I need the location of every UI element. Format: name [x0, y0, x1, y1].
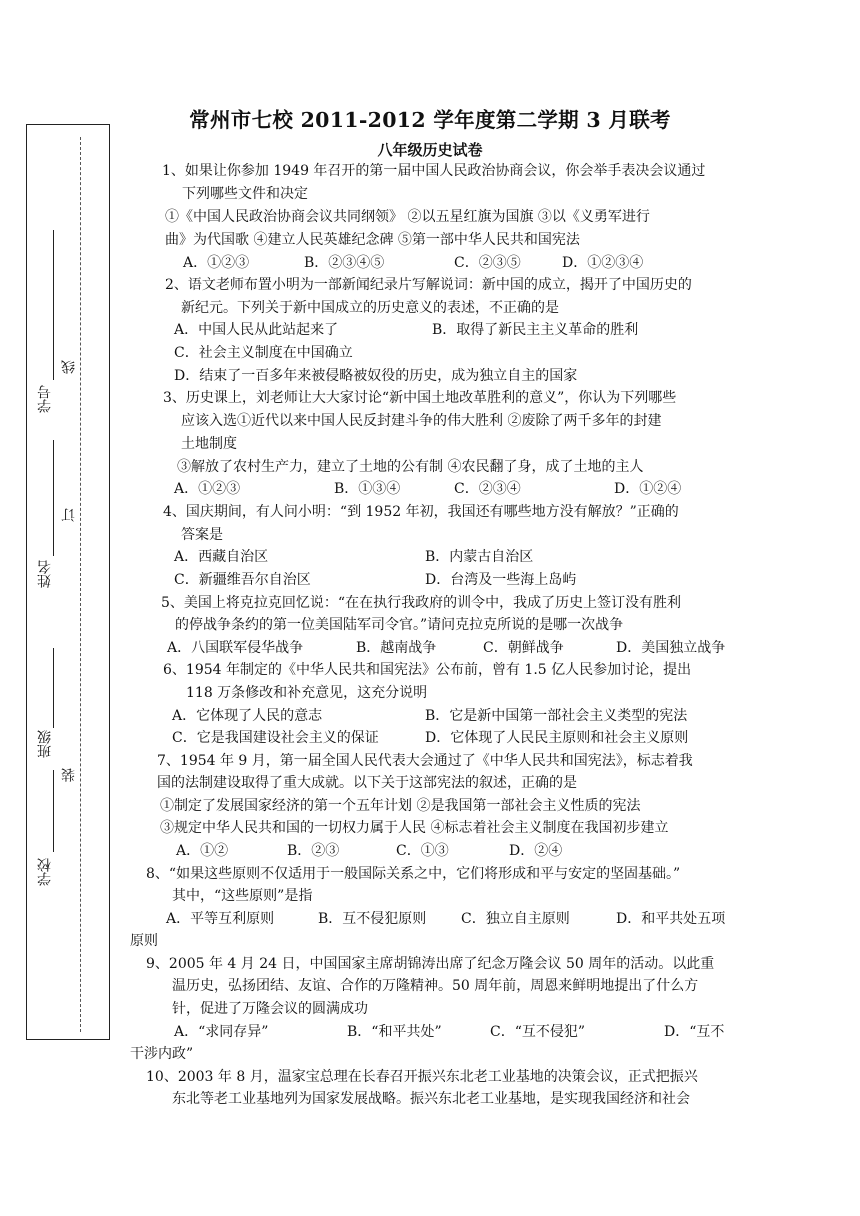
q6-line-2: 118 万条修改和补充意见，这充分说明: [186, 685, 428, 701]
q7-option-b: B．②③: [287, 843, 340, 859]
class-blank: [53, 648, 54, 728]
q9-line-3: 针，促进了万隆会议的圆满成功: [172, 1001, 368, 1017]
q3-line-1: 3、历史课上，刘老师让大大家讨论“新中国土地改革胜利的意义”，你认为下列哪些: [163, 390, 677, 406]
q6-line-1: 6、1954 年制定的《中华人民共和国宪法》公布前，曾有 1.5 亿人民参加讨论，提出: [163, 662, 692, 678]
q7-option-c: C．①③: [396, 843, 449, 859]
q1-option-a: A．①②③: [183, 255, 250, 271]
q4-option-d: D．台湾及一些海上岛屿: [425, 572, 577, 588]
binding-mark-zhuang: 装: [61, 768, 77, 782]
q3-line-3: 土地制度: [181, 436, 237, 452]
name-label: 姓名: [37, 560, 53, 588]
q5-line-1: 5、美国上将克拉克回忆说：“在在执行我政府的训令中，我成了历史上签订没有胜利: [161, 595, 682, 611]
q4-option-a: A．西藏自治区: [174, 549, 269, 565]
q4-line-2: 答案是: [181, 527, 223, 543]
q4-line-1: 4、国庆期间，有人问小明：“到 1952 年初，我国还有哪些地方没有解放？”正确的: [163, 504, 679, 520]
q1-option-b: B．②③④⑤: [304, 255, 385, 271]
name-blank: [53, 440, 54, 556]
exam-title: 常州市七校 2011-2012 学年度第二学期 3 月联考: [189, 108, 671, 132]
q9-option-d: D．“互不: [664, 1024, 725, 1040]
school-blank: [53, 770, 54, 852]
q1-line-3: ①《中国人民政治协商会议共同纲领》 ②以五星红旗为国旗 ③以《义勇军进行: [165, 209, 650, 225]
student-id-label: 学号: [37, 385, 53, 413]
student-id-blank: [53, 230, 54, 380]
q5-option-b: B．越南战争: [356, 640, 437, 656]
q8-option-d: D．和平共处五项: [616, 911, 726, 927]
q8-option-c: C．独立自主原则: [461, 911, 570, 927]
q1-line-1: 1、如果让你参加 1949 年召开的第一届中国人民政治协商会议，你会举手表决会议通过: [162, 163, 706, 179]
q3-option-b: B．①③④: [334, 481, 401, 497]
binding-mark-xian: 线: [61, 360, 77, 374]
school-label: 学校: [37, 858, 53, 886]
q9-line-2: 温历史，弘扬团结、友谊、合作的万隆精神。50 周年前，周恩来鲜明地提出了什么方: [172, 978, 699, 994]
q9-option-d-continued: 干涉内政”: [130, 1046, 194, 1062]
q4-option-c: C．新疆维吾尔自治区: [174, 572, 311, 588]
q9-option-b: B．“和平共处”: [347, 1024, 442, 1040]
class-label: 班级: [37, 730, 53, 758]
binding-mark-ding: 订: [61, 508, 77, 522]
q6-option-a: A．它体现了人民的意志: [172, 708, 323, 724]
q1-option-d: D．①②③④: [562, 255, 644, 271]
q9-line-1: 9、2005 年 4 月 24 日，中国国家主席胡锦涛出席了纪念万隆会议 50 周年的活动。以此重: [146, 956, 715, 972]
q3-option-c: C．②③④: [454, 481, 521, 497]
q10-line-2: 东北等老工业基地列为国家发展战略。振兴东北老工业基地，是实现我国经济和社会: [172, 1091, 690, 1107]
q8-line-2: 其中，“这些原则”是指: [172, 888, 313, 904]
q8-line-1: 8、“如果这些原则不仅适用于一般国际关系之中，它们将形成和平与安定的坚固基础。”: [146, 866, 681, 882]
q3-line-2: 应该入选①近代以来中国人民反封建斗争的伟大胜利 ②废除了两千多年的封建: [181, 413, 662, 429]
q3-line-4: ③解放了农村生产力，建立了土地的公有制 ④农民翻了身，成了土地的主人: [177, 459, 644, 475]
q5-option-c: C．朝鲜战争: [483, 640, 564, 656]
q6-option-d: D．它体现了人民民主原则和社会主义原则: [425, 730, 689, 746]
exam-subtitle: 八年级历史试卷: [377, 141, 483, 159]
q1-option-c: C．②③⑤: [454, 255, 521, 271]
q5-line-2: 的停战争条约的第一位美国陆军司令官。”请问克拉克所说的是哪一次战争: [175, 617, 624, 633]
binding-cut-line: [80, 137, 81, 1032]
q3-option-d: D．①②④: [614, 481, 682, 497]
q8-option-a: A．平等互利原则: [166, 911, 275, 927]
q7-line-2: 国的法制建设取得了重大成就。以下关于这部宪法的叙述，正确的是: [157, 775, 577, 791]
q5-option-d: D．美国独立战争: [616, 640, 726, 656]
q4-option-b: B．内蒙古自治区: [425, 549, 534, 565]
q2-option-c: C．社会主义制度在中国确立: [174, 345, 353, 361]
q2-line-1: 2、语文老师布置小明为一部新闻纪录片写解说词：新中国的成立，揭开了中国历史的: [165, 277, 692, 293]
q9-option-c: C．“互不侵犯”: [490, 1024, 586, 1040]
q2-line-2: 新纪元。下列关于新中国成立的历史意义的表述，不正确的是: [181, 300, 559, 316]
q2-option-d: D．结束了一百多年来被侵略被奴役的历史，成为独立自主的国家: [174, 368, 578, 384]
q9-option-a: A．“求同存异”: [174, 1024, 269, 1040]
q8-option-d-continued: 原则: [130, 933, 158, 949]
q2-option-a: A．中国人民从此站起来了: [174, 322, 339, 338]
q3-option-a: A．①②③: [174, 481, 241, 497]
q7-line-4: ③规定中华人民共和国的一切权力属于人民 ④标志着社会主义制度在我国初步建立: [160, 820, 669, 836]
q7-option-d: D．②④: [509, 843, 563, 859]
q1-line-2: 下列哪些文件和决定: [182, 186, 308, 202]
q7-option-a: A．①②: [176, 843, 229, 859]
q8-option-b: B．互不侵犯原则: [318, 911, 427, 927]
q6-option-c: C．它是我国建设社会主义的保证: [172, 730, 379, 746]
q7-line-3: ①制定了发展国家经济的第一个五年计划 ②是我国第一部社会主义性质的宪法: [160, 798, 641, 814]
q10-line-1: 10、2003 年 8 月，温家宝总理在长春召开振兴东北老工业基地的决策会议，正式把振兴: [146, 1069, 698, 1085]
q1-line-4: 曲》为代国歌 ④建立人民英雄纪念碑 ⑤第一部中华人民共和国宪法: [165, 232, 580, 248]
q7-line-1: 7、1954 年 9 月，第一届全国人民代表大会通过了《中华人民共和国宪法》，标志着我: [157, 753, 693, 769]
q2-option-b: B．取得了新民主主义革命的胜利: [432, 322, 639, 338]
q5-option-a: A．八国联军侵华战争: [167, 640, 304, 656]
q6-option-b: B．它是新中国第一部社会主义类型的宪法: [425, 708, 688, 724]
